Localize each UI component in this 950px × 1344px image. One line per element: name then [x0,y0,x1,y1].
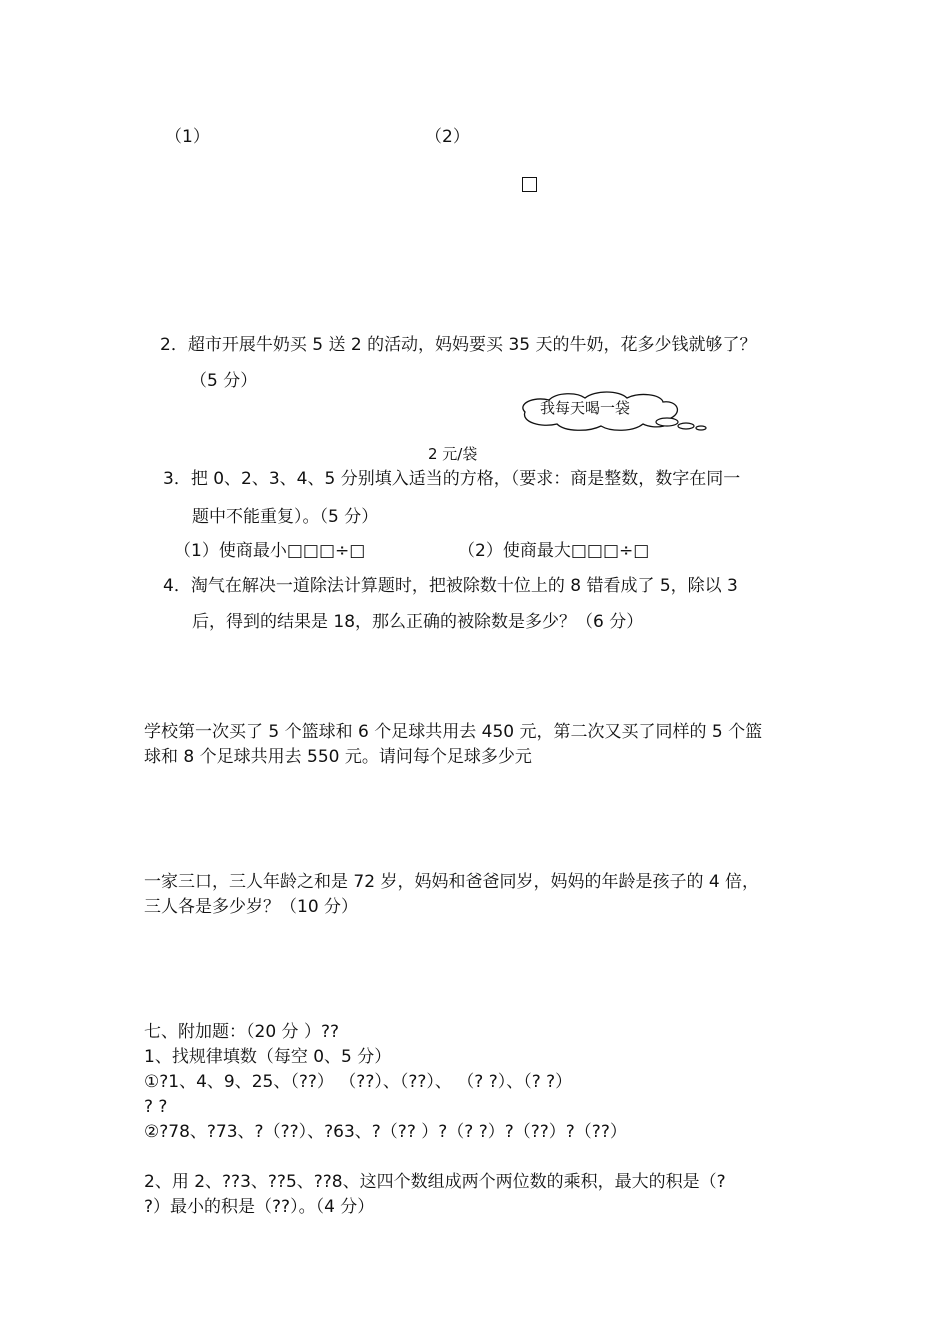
bonus-p2-line2: ?）最小的积是（??）。（4 分） [144,1197,375,1217]
q4-line1: 4．淘气在解决一道除法计算题时，把被除数十位上的 8 错看成了 5，除以 3 [163,576,738,596]
milk-price: 2 元/袋 [428,445,478,463]
part-label-1: （1） [165,127,210,147]
bonus-heading: 七、附加题：（20 分 ）?? [144,1022,339,1042]
bonus-p1-line2: ? ? [144,1097,168,1117]
bonus-p1-line3: ②?78、?73、?（??）、?63、?（?? ）?（? ?）?（??）?（??） [144,1122,627,1142]
q3-line2: 题中不能重复）。（5 分） [192,507,379,527]
q5-line1: 学校第一次买了 5 个篮球和 6 个足球共用去 450 元，第二次又买了同样的 5 个篮 [144,722,763,742]
q2-line1: 2．超市开展牛奶买 5 送 2 的活动，妈妈要买 35 天的牛奶，花多少钱就够了？ [160,335,757,355]
part-label-2: （2） [425,127,470,147]
q5-line2: 球和 8 个足球共用去 550 元。请问每个足球多少元 [144,747,532,767]
q3-sub1: （1）使商最小□□□÷□ [174,541,366,561]
bonus-p1-line1: ①?1、4、9、25、（??） （??）、（??）、 （? ?）、（? ?） [144,1072,573,1092]
q4-line2: 后，得到的结果是 18，那么正确的被除数是多少？（6 分） [192,612,644,632]
q3-line1: 3．把 0、2、3、4、5 分别填入适当的方格，（要求：商是整数，数字在同一 [163,469,741,489]
bonus-p1-title: 1、找规律填数（每空 0、5 分） [144,1047,392,1067]
q3-sub2: （2）使商最大□□□÷□ [458,541,650,561]
bonus-p2-line1: 2、用 2、??3、??5、??8、这四个数组成两个两位数的乘积，最大的积是（? [144,1172,726,1192]
q2-line2: （5 分） [190,371,258,391]
q6-line1: 一家三口，三人年龄之和是 72 岁，妈妈和爸爸同岁，妈妈的年龄是孩子的 4 倍， [144,872,760,892]
bubble-text: 我每天喝一袋 [540,399,631,417]
q6-line2: 三人各是多少岁？（10 分） [144,897,359,917]
answer-square [522,177,537,192]
